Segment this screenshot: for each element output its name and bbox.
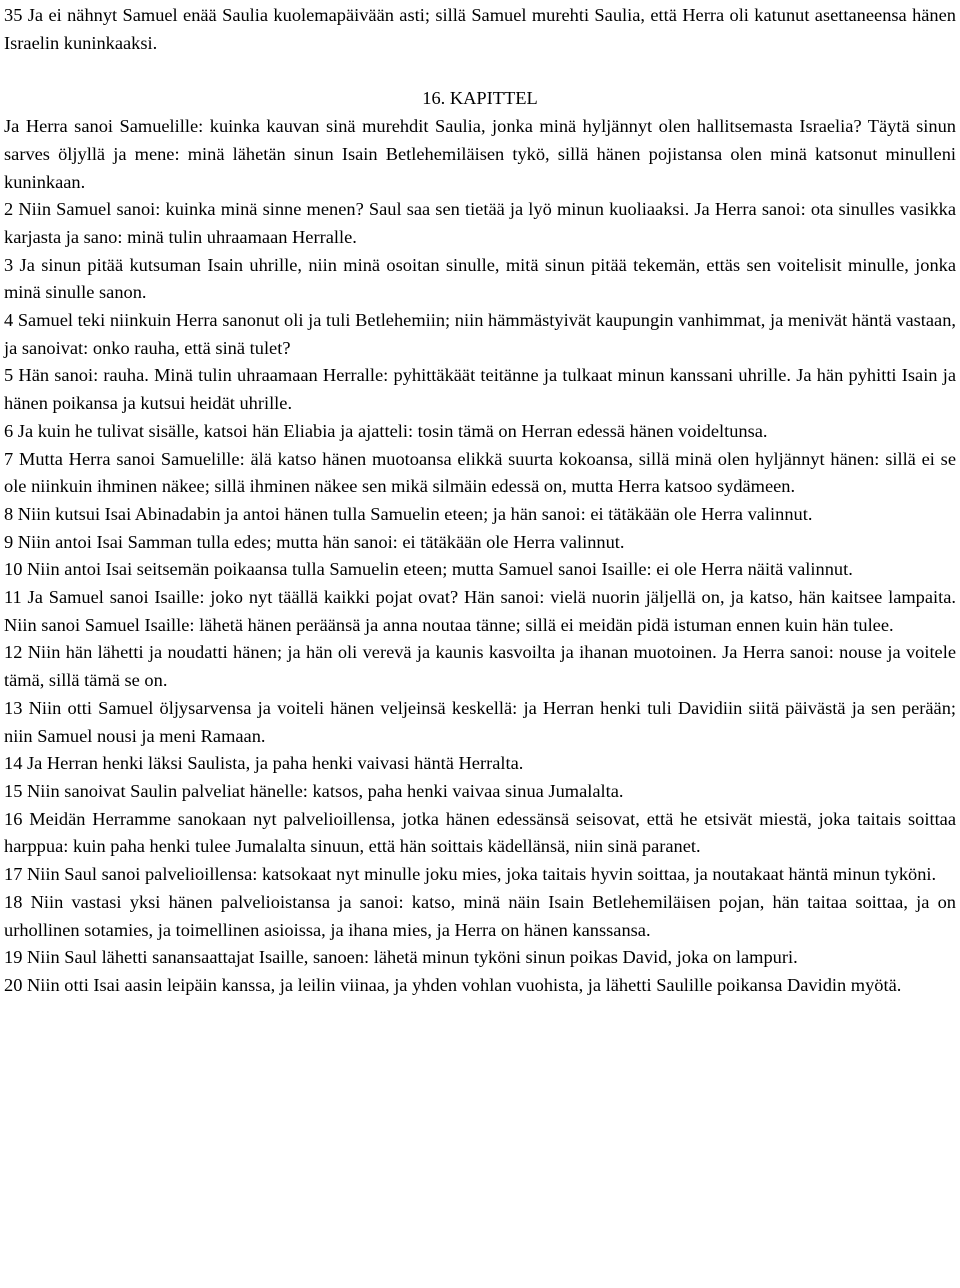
verse-19: 19 Niin Saul lähetti sanansaattajat Isaille, sanoen: lähetä minun tyköni sinun poikas David, joka on lampuri. xyxy=(4,947,798,968)
verse-9: 9 Niin antoi Isai Samman tulla edes; mutta hän sanoi: ei tätäkään ole Herra valinnut. xyxy=(4,531,625,552)
verse-35: 35 Ja ei nähnyt Samuel enää Saulia kuolemapäivään asti; sillä Samuel murehti Saulia, että Herra oli katunut asettaneensa hänen Israelin kuninkaaksi. xyxy=(4,5,956,53)
verse-17: 17 Niin Saul sanoi palvelioillensa: katsokaat nyt minulle joku mies, joka taitais hyvin soittaa, ja noutakaat häntä minun tyköni. xyxy=(4,864,937,885)
verse-20: 20 Niin otti Isai aasin leipäin kanssa, ja leilin viinaa, ja yhden vohlan vuohista, ja lähetti Saulille poikansa Davidin myötä. xyxy=(4,974,902,995)
verse-13: 13 Niin otti Samuel öljysarvensa ja voiteli hänen veljeinsä keskellä: ja Herran henki tuli Davidiin siitä päivästä ja sen perään; niin Samuel nousi ja meni Ramaan. xyxy=(4,697,956,746)
verse-12: 12 Niin hän lähetti ja noudatti hänen; ja hän oli verevä ja kaunis kasvoilta ja ihanan muotoinen. Ja Herra sanoi: nouse ja voitele tämä, sillä tämä se on. xyxy=(4,642,956,691)
verse-18: 18 Niin vastasi yksi hänen palvelioistansa ja sanoi: katso, minä näin Isain Betlehemiläisen pojan, hän taitaa soittaa, ja on urhollinen sotamies, ja toimellinen asioissa, ja ihana mies, ja Herra on hänen kanssansa. xyxy=(4,891,956,940)
verse-2: 2 Niin Samuel sanoi: kuinka minä sinne menen? Saul saa sen tietää ja lyö minun kuoliaaksi. Ja Herra sanoi: ota sinulles vasikka karjasta ja sano: minä tulin uhraamaan Herralle. xyxy=(4,199,956,247)
verse-10: 10 Niin antoi Isai seitsemän poikaansa tulla Samuelin eteen; mutta Samuel sanoi Isaille: ei ole Herra näitä valinnut. xyxy=(4,559,853,580)
verse-15: 15 Niin sanoivat Saulin palveliat hänelle: katsos, paha henki vaivaa sinua Jumalalta. xyxy=(4,780,624,801)
chapter-heading: 16. KAPITTEL xyxy=(422,88,538,109)
verse-6: 6 Ja kuin he tulivat sisälle, katsoi hän Eliabia ja ajatteli: tosin tämä on Herran edessä hänen voideltunsa. xyxy=(4,420,768,441)
verse-8: 8 Niin kutsui Isai Abinadabin ja antoi hänen tulla Samuelin eteen; ja hän sanoi: ei tätäkään ole Herra valinnut. xyxy=(4,503,813,524)
verse-14: 14 Ja Herran henki läksi Saulista, ja paha henki vaivasi häntä Herralta. xyxy=(4,753,524,774)
verse-11: 11 Ja Samuel sanoi Isaille: joko nyt täällä kaikki pojat ovat? Hän sanoi: vielä nuorin jäljellä on, ja katso, hän kaitsee lampaita. Niin sanoi Samuel Isaille: lähetä hänen peräänsä ja anna noutaa tänne; sillä ei meidän pidä istuman ennen kuin hän tulee. xyxy=(4,587,956,635)
verse-3: 3 Ja sinun pitää kutsuman Isain uhrille, niin minä osoitan sinulle, mitä sinun pitää tekemän, ettäs sen voitelisit minulle, jonka minä sinulle sanon. xyxy=(4,254,956,303)
verse-5: 5 Hän sanoi: rauha. Minä tulin uhraamaan Herralle: pyhittäkäät teitänne ja tulkaat minun kanssani uhrille. Ja hän pyhitti Isain ja hänen poikansa ja kutsui heidät uhrille. xyxy=(4,365,956,414)
verse-16: 16 Meidän Herramme sanokaan nyt palvelioillensa, jotka hänen edessänsä seisovat, että he etsivät miestä, joka taitais soittaa harppua: kuin paha henki tulee Jumalalta sinuun, että hän soittais kädellänsä, niin sinä paranet. xyxy=(4,808,956,857)
verse-7: 7 Mutta Herra sanoi Samuelille: älä katso hänen muotoansa elikkä suurta kokoansa, sillä minä olen hyljännyt hänen: sillä ei se ole niinkuin ihminen näkee; sillä ihminen näkee sen mikä silmäin edessä on, mutta Herra katsoo sydämeen. xyxy=(4,448,956,497)
verse-1: Ja Herra sanoi Samuelille: kuinka kauvan sinä murehdit Saulia, jonka minä hyljännyt olen hallitsemasta Israelia? Täytä sinun sarves öljyllä ja mene: minä lähetän sinun Isain Betlehemiläisen tykö, sillä hänen pojistansa olen minä katsonut minulleni kuninkaan. xyxy=(4,116,956,192)
verse-4: 4 Samuel teki niinkuin Herra sanonut oli ja tuli Betlehemiin; niin hämmästyivät kaupungin vanhimmat, ja menivät häntä vastaan, ja sanoivat: onko rauha, että sinä tulet? xyxy=(4,310,956,358)
